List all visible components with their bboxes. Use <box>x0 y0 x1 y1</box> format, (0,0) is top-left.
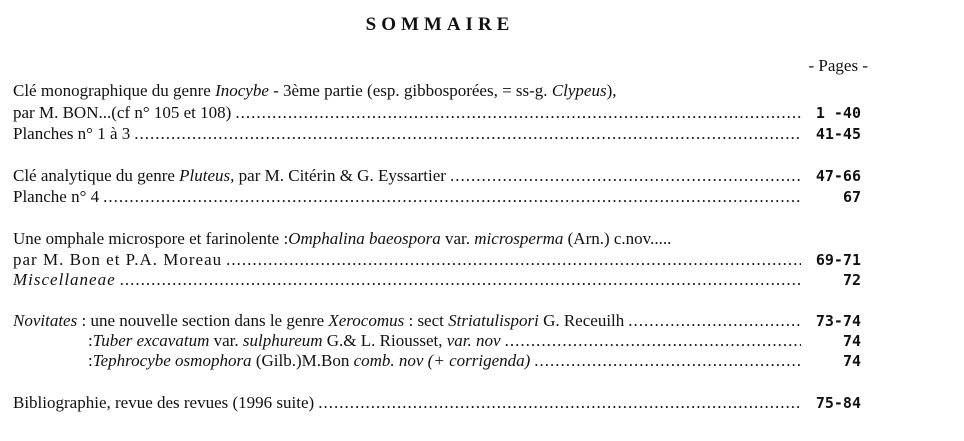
leader-dots <box>103 186 801 208</box>
toc-entry-inocybe-line2: par M. BON...(cf n° 105 et 108) ..... 1 -40 <box>13 102 861 124</box>
page-number: 73-74 <box>815 312 861 330</box>
toc-entry-omphale-line2: par M. Bon et P.A. Moreau ..... 69-71 <box>13 249 861 271</box>
page-number: 1 -40 <box>815 104 861 122</box>
leader-dots <box>628 310 801 332</box>
page-number: 69-71 <box>815 251 861 269</box>
leader-dots <box>120 269 801 291</box>
page-number: 41-45 <box>815 125 861 143</box>
toc-entry-novitates: Novitates : une nouvelle section dans le genre Xerocomus : sect Striatulispori G. Receuilh ..... 73-74 <box>13 310 861 332</box>
leader-dots <box>534 350 801 372</box>
toc-entry-tuber: :Tuber excavatum var. sulphureum G.& L. Riousset, var. nov ..... 74 <box>88 330 861 352</box>
toc-entry-miscellaneae: Miscellaneae ..... 72 <box>13 269 861 291</box>
page-number: 67 <box>842 188 861 206</box>
page-number: 72 <box>842 271 861 289</box>
page-number: 75-84 <box>815 394 861 412</box>
leader-dots <box>318 392 801 414</box>
toc-entry-planche-4: Planche n° 4 ..... 67 <box>13 186 861 208</box>
toc-entry-bibliographie: Bibliographie, revue des revues (1996 suite) ..... 75-84 <box>13 392 861 414</box>
toc-entry-planches: Planches n° 1 à 3 ..... 41-45 <box>13 123 861 145</box>
toc-entry-pluteus: Clé analytique du genre Pluteus, par M. Citérin & G. Eyssartier ..... 47-66 <box>13 165 861 187</box>
leader-dots <box>505 330 801 352</box>
toc-entry-tephrocybe: :Tephrocybe osmophora (Gilb.)M.Bon comb. nov (+ corrigenda) ..... 74 <box>88 350 861 372</box>
leader-dots <box>134 123 801 145</box>
leader-dots <box>235 102 801 124</box>
toc-entry-inocybe-line1: Clé monographique du genre Inocybe - 3ème partie (esp. gibbosporées, = ss-g. Clypeus), <box>13 81 617 100</box>
leader-dots <box>226 249 801 271</box>
page-title: SOMMAIRE <box>365 14 515 35</box>
toc-entry-omphale-line1: Une omphale microspore et farinolente :Omphalina baeospora var. microsperma (Arn.) c.nov..... <box>13 229 672 248</box>
page-number: 74 <box>842 352 861 370</box>
leader-dots <box>450 165 801 187</box>
page-number: 47-66 <box>815 167 861 185</box>
pages-column-header: - Pages - <box>808 56 868 75</box>
page-number: 74 <box>842 332 861 350</box>
